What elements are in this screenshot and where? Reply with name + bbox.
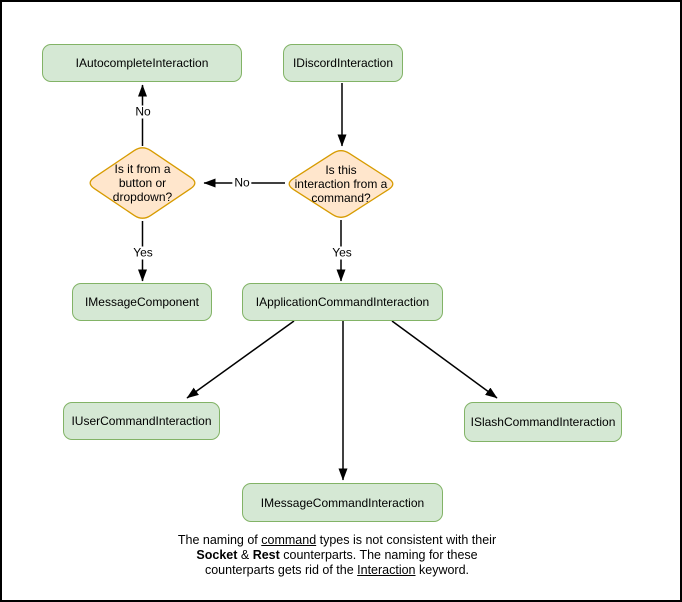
arrow-applicationcommand-to-usercommand	[187, 321, 294, 398]
note-line2	[102, 548, 572, 563]
node-application-command-interaction-label: IApplicationCommandInteraction	[255, 295, 430, 309]
node-slash-command-interaction-label: ISlashCommandInteraction	[470, 415, 616, 429]
decision-button-dropdown-line2: button or	[118, 176, 167, 190]
note-line2-post: counterparts. The naming for these	[279, 548, 478, 562]
note-line2-bold1: Socket	[196, 548, 238, 562]
node-message-command-interaction-label: IMessageCommandInteraction	[260, 495, 425, 510]
note-line1-post: types is not consistent with their	[316, 533, 497, 547]
node-message-component	[72, 283, 212, 321]
edge-label-yes-left: Yes	[133, 245, 153, 260]
node-autocomplete-interaction-label: IAutocompleteInteraction	[75, 56, 209, 70]
node-message-command-interaction	[242, 483, 443, 522]
arrow-applicationcommand-to-slashcommand	[392, 321, 497, 398]
decision-from-command-line3: command?	[311, 191, 371, 205]
node-application-command-interaction	[242, 283, 443, 321]
decision-from-command-label	[281, 163, 401, 205]
decision-from-command-line1: Is this	[325, 163, 357, 177]
note-line2-bold2: Rest	[252, 548, 280, 562]
note-line3-underline: Interaction	[357, 563, 416, 577]
note-line1-pre: The naming of	[177, 533, 262, 547]
node-autocomplete-interaction	[42, 44, 242, 82]
edge-label-no-top: No	[135, 104, 151, 119]
note-line1-underline: command	[261, 533, 317, 547]
decision-button-dropdown-label	[82, 162, 203, 204]
edge-label-no-left: No	[234, 175, 250, 190]
node-user-command-interaction-label: IUserCommandInteraction	[71, 414, 212, 428]
edge-label-yes-right: Yes	[332, 245, 352, 260]
note-text	[102, 533, 572, 578]
note-line3	[102, 563, 572, 578]
decision-button-dropdown-line3: dropdown?	[112, 190, 173, 204]
note-line1	[102, 533, 572, 548]
node-discord-interaction	[283, 44, 403, 82]
decision-button-dropdown-line1: Is it from a	[114, 162, 171, 176]
note-line2-mid: &	[237, 548, 253, 562]
node-message-component-label: IMessageComponent	[84, 295, 200, 309]
note-line3-pre: counterparts gets rid of the	[204, 563, 358, 577]
node-slash-command-interaction	[464, 402, 622, 442]
decision-from-command-line2: interaction from a	[294, 177, 388, 191]
node-discord-interaction-label: IDiscordInteraction	[292, 56, 394, 70]
node-user-command-interaction	[63, 402, 220, 440]
note-line3-post: keyword.	[415, 563, 470, 577]
